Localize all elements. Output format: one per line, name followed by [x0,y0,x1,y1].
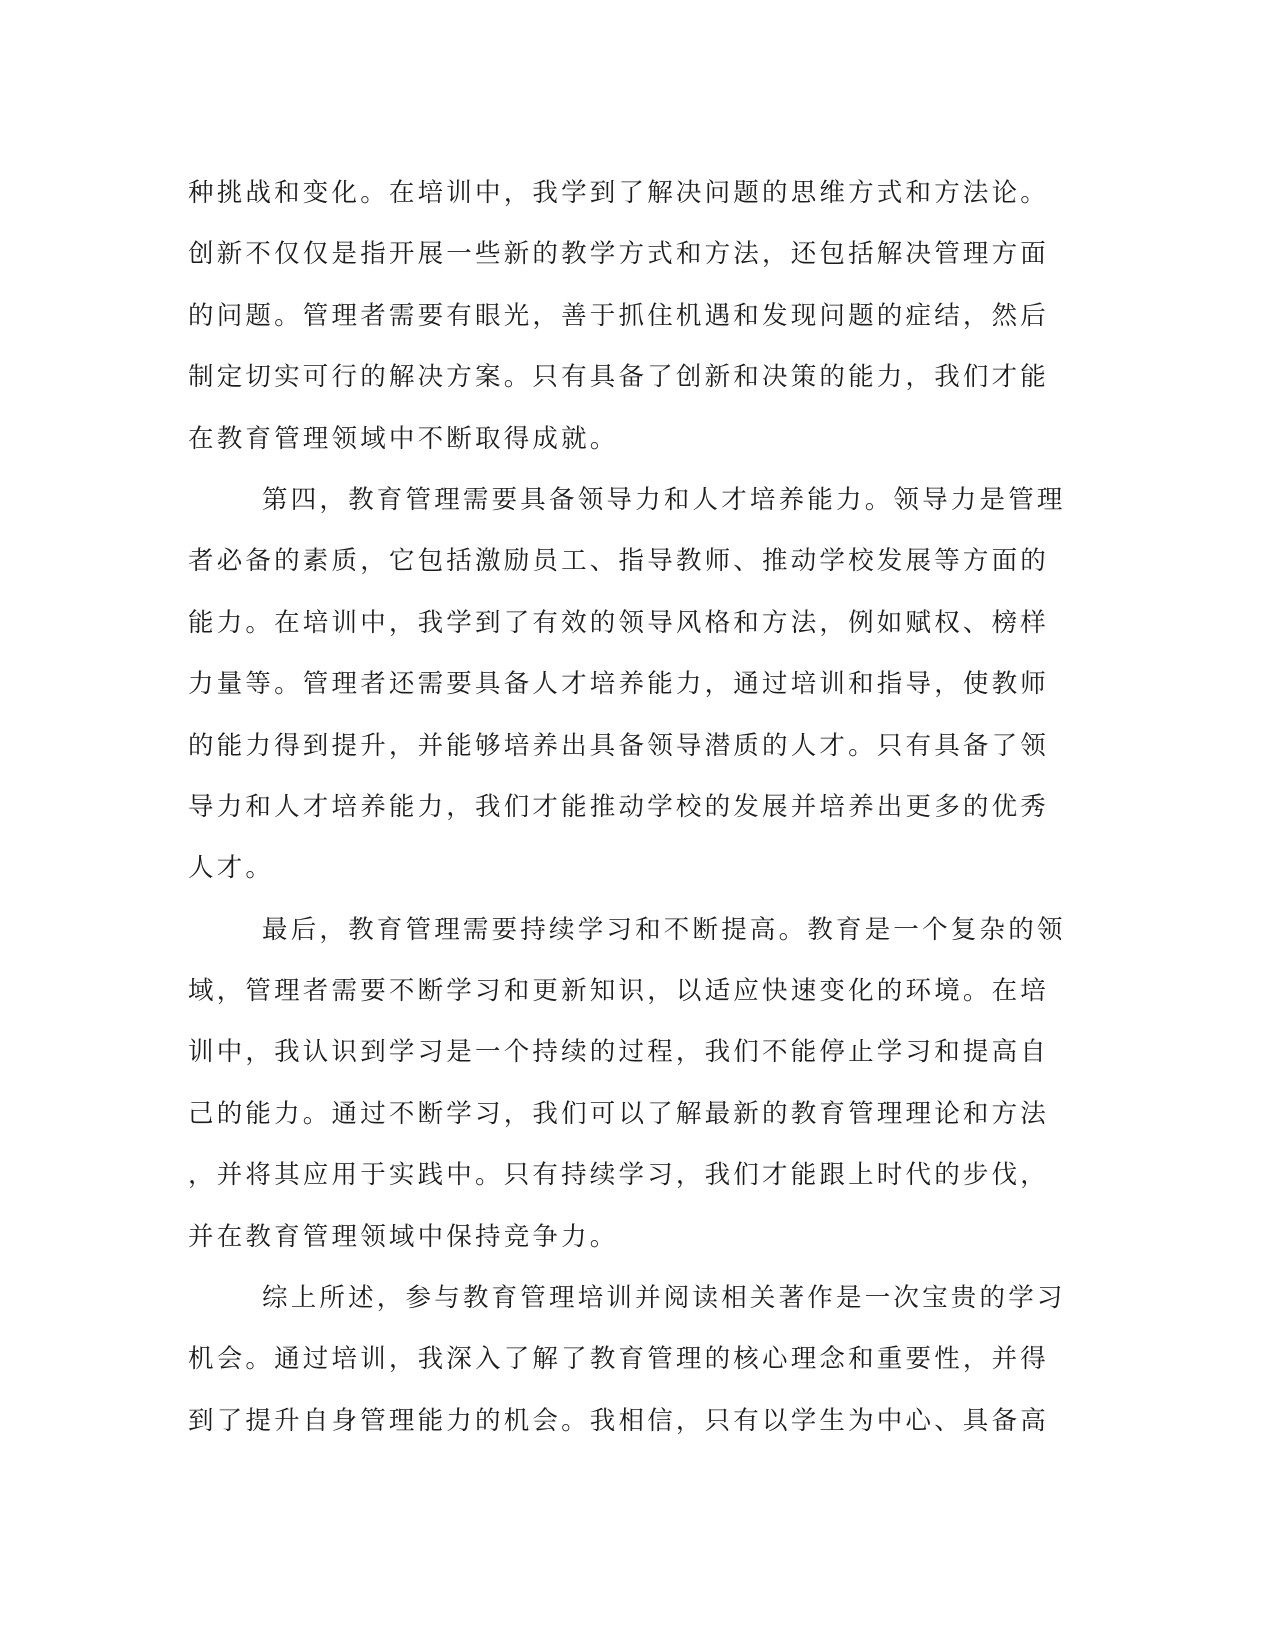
text-line: 到了提升自身管理能力的机会。我相信，只有以学生为中心、具备高 [188,1405,1050,1436]
text-line: 综上所述，参与教育管理培训并阅读相关著作是一次宝贵的学习 [262,1283,1066,1314]
text-line: 域，管理者需要不断学习和更新知识，以适应快速变化的环境。在培 [188,976,1050,1007]
text-line: 机会。通过培训，我深入了解了教育管理的核心理念和重要性，并得 [188,1344,1050,1375]
paragraph [188,163,1068,470]
text-line: 力量等。管理者还需要具备人才培养能力，通过培训和指导，使教师 [188,669,1050,700]
text-line: 导力和人才培养能力，我们才能推动学校的发展并培养出更多的优秀 [188,791,1050,822]
text-line: 己的能力。通过不断学习，我们可以了解最新的教育管理理论和方法 [188,1098,1050,1129]
text-line: 训中，我认识到学习是一个持续的过程，我们不能停止学习和提高自 [188,1037,1050,1068]
text-line: 能力。在培训中，我学到了有效的领导风格和方法，例如赋权、榜样 [188,607,1050,638]
text-line: ，并将其应用于实践中。只有持续学习，我们才能跟上时代的步伐， [188,1160,1050,1191]
paragraph [188,470,1068,900]
text-line: 最后，教育管理需要持续学习和不断提高。教育是一个复杂的领 [262,914,1066,945]
text-line: 人才。 [188,853,275,884]
paragraph [188,900,1068,1268]
text-line: 在教育管理领域中不断取得成就。 [188,423,619,454]
text-line: 并在教育管理领域中保持竞争力。 [188,1221,619,1252]
text-line: 的问题。管理者需要有眼光，善于抓住机遇和发现问题的症结，然后 [188,300,1050,331]
text-line: 的能力得到提升，并能够培养出具备领导潜质的人才。只有具备了领 [188,730,1050,761]
text-line: 制定切实可行的解决方案。只有具备了创新和决策的能力，我们才能 [188,362,1050,393]
text-line: 创新不仅仅是指开展一些新的教学方式和方法，还包括解决管理方面 [188,239,1050,270]
paragraph [188,1268,1068,1452]
text-line: 者必备的素质，它包括激励员工、指导教师、推动学校发展等方面的 [188,546,1050,577]
text-line: 种挑战和变化。在培训中，我学到了解决问题的思维方式和方法论。 [188,178,1050,208]
document-body [188,163,1068,1452]
text-line: 第四，教育管理需要具备领导力和人才培养能力。领导力是管理 [262,484,1066,515]
